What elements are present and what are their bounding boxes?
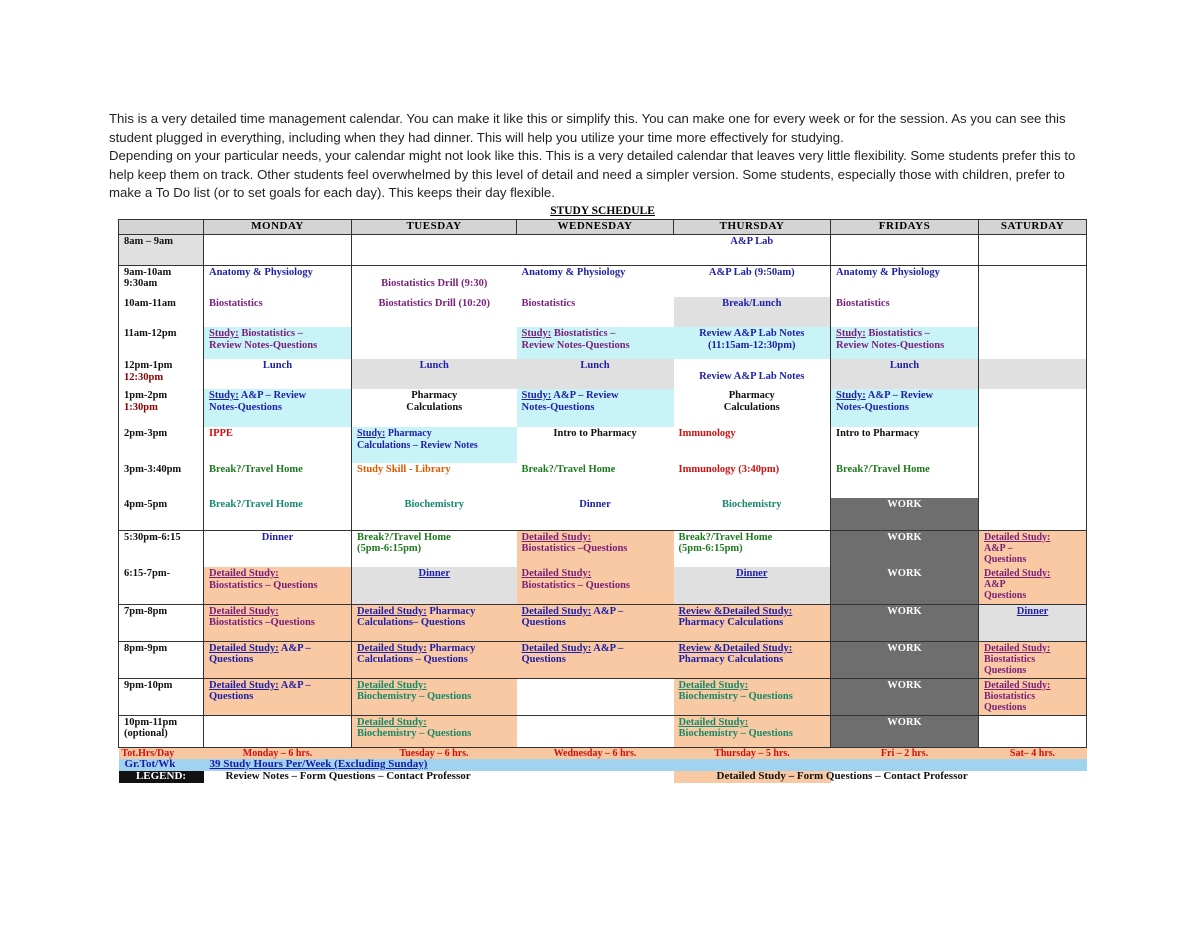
cell-tue-4: Biochemistry: [352, 498, 517, 530]
header-thursday: THURSDAY: [674, 219, 831, 234]
intro-paragraph-1: This is a very detailed time management calendar. You can make it like this or simplify this. You can make one for every week or for the session. As you can see this student plugged in everything, including when they had dinner. This will help you utilize your time more effectively for studying.: [109, 111, 1066, 145]
cell-fri-10: Biostatistics: [831, 297, 979, 327]
legend-detailed: Detailed Study – Form Questions – Contact Professor: [716, 770, 968, 782]
cell-sat-3: [979, 463, 1087, 498]
header-fridays: FRIDAYS: [831, 219, 979, 234]
time-slot: 1pm-2pm 1:30pm: [119, 389, 204, 427]
time-slot: 6:15-7pm-: [119, 567, 204, 604]
cell-wed-4: Dinner: [517, 498, 674, 530]
cell-thu-10pm: Detailed Study: Biochemistry – Questions: [674, 715, 831, 747]
cell-sat-530: Detailed Study: A&P – Questions: [979, 530, 1087, 567]
header-wednesday: WEDNESDAY: [517, 219, 674, 234]
grand-total-label: Gr.Tot/Wk: [119, 759, 204, 771]
cell-sat-9: [979, 265, 1087, 297]
cell-sat-12: [979, 359, 1087, 389]
total-tuesday: Tuesday – 6 hrs.: [352, 747, 517, 759]
cell-wed-10: Biostatistics: [521, 298, 576, 309]
cell-tue-10pm: Detailed Study: Biochemistry – Questions: [352, 715, 517, 747]
cell-mon-10: Biostatistics: [204, 297, 352, 327]
cell-wed-7: Detailed Study: A&P – Questions: [517, 604, 674, 641]
cell-tue-wed-8: [352, 234, 674, 265]
cell-mon-12: Lunch: [204, 359, 352, 389]
cell-wed-9: Anatomy & Physiology: [521, 266, 626, 278]
totals-label: Tot.Hrs/Day: [119, 747, 204, 759]
cell-mon-8pm: Detailed Study: A&P – Questions: [204, 641, 352, 678]
cell-fri-12: Lunch: [831, 359, 979, 389]
cell-thu-10: Break/Lunch: [674, 297, 831, 327]
cell-thu-8: A&P Lab: [674, 234, 831, 265]
cell-tue-12: Lunch: [352, 359, 517, 389]
time-slot: 8am – 9am: [119, 234, 204, 265]
cell-thu-4: Biochemistry: [674, 498, 831, 530]
cell-wed-11: Study: Biostatistics – Review Notes-Questions: [517, 327, 674, 359]
cell-sat-1: [979, 389, 1087, 427]
time-slot: 8pm-9pm: [119, 641, 204, 678]
cell-fri-530: WORK: [831, 530, 979, 567]
cell-fri-8: [831, 234, 979, 265]
time-slot: 3pm-3:40pm: [119, 463, 204, 498]
cell-mon-11: Study: Biostatistics – Review Notes-Questions: [204, 327, 352, 359]
cell-wed-8pm: Detailed Study: A&P – Questions: [517, 641, 674, 678]
cell-thu-3: Immunology (3:40pm): [678, 464, 780, 475]
cell-tue-10: Biostatistics Drill (10:20): [352, 297, 517, 327]
cell-sat-615: Detailed Study: A&P Questions: [979, 567, 1087, 604]
cell-tue-1: Pharmacy Calculations: [352, 389, 517, 427]
cell-fri-1: Study: A&P – Review Notes-Questions: [831, 389, 979, 427]
cell-wed-10pm: [517, 715, 674, 747]
study-schedule-table: [118, 205, 1087, 783]
legend-label: LEGEND:: [119, 771, 204, 783]
cell-sat-4: [979, 498, 1087, 530]
cell-thu-7: Review &Detailed Study: Pharmacy Calculations: [674, 604, 831, 641]
time-slot: 7pm-8pm: [119, 604, 204, 641]
time-slot: 4pm-5pm: [119, 498, 204, 530]
cell-sat-8pm: Detailed Study: Biostatistics Questions: [979, 641, 1087, 678]
cell-thu-1: Pharmacy Calculations: [723, 390, 780, 413]
cell-mon-9: Anatomy & Physiology: [204, 265, 352, 297]
cell-wed-615: Detailed Study: Biostatistics – Questions: [517, 567, 674, 604]
cell-thu-2: Immunology: [678, 428, 736, 439]
header-saturday: SATURDAY: [979, 219, 1087, 234]
cell-mon-10pm: [204, 715, 352, 747]
cell-mon-3: Break?/Travel Home: [204, 463, 352, 498]
cell-sat-10pm: [979, 715, 1087, 747]
time-slot: 9am-10am 9:30am: [119, 265, 204, 297]
intro-text: [109, 110, 1099, 203]
cell-mon-4: Break?/Travel Home: [204, 498, 352, 530]
cell-thu-615: Dinner: [674, 567, 831, 604]
cell-tue-9pm: Detailed Study: Biochemistry – Questions: [352, 678, 517, 715]
cell-wed-2: Intro to Pharmacy: [553, 428, 637, 439]
cell-mon-2: IPPE: [204, 427, 352, 463]
cell-fri-8pm: WORK: [831, 641, 979, 678]
cell-sat-11: [979, 327, 1087, 359]
time-slot: 9pm-10pm: [119, 678, 204, 715]
cell-wed-3: Break?/Travel Home: [521, 464, 616, 475]
intro-paragraph-2: Depending on your particular needs, your calendar might not look like this. This is a very detailed calendar that leaves very little flexibility. Some students prefer this to help keep them on track. Other students feel overwhelmed by this level of detail and need a simpler version. Some students, especially those with children, prefer to make a To Do list (or to set goals for each day). This keeps their day flexible.: [109, 148, 1076, 201]
cell-tue-9: Biostatistics Drill (9:30): [352, 265, 517, 297]
legend-review: Review Notes – Form Questions – Contact Professor: [225, 771, 471, 782]
schedule-title: STUDY SCHEDULE: [550, 205, 655, 217]
cell-sat-7: Dinner: [979, 604, 1087, 641]
cell-sat-10: [979, 297, 1087, 327]
grand-total-value: 39 Study Hours Per/Week (Excluding Sunday): [204, 759, 1087, 771]
cell-mon-530: Dinner: [204, 530, 352, 567]
time-slot: 12pm-1pm 12:30pm: [119, 359, 204, 389]
total-friday: Fri – 2 hrs.: [831, 747, 979, 759]
header-corner: [119, 219, 204, 234]
total-wednesday: Wednesday – 6 hrs.: [517, 747, 674, 759]
cell-thu-9: A&P Lab (9:50am): [708, 266, 795, 278]
cell-sat-8: [979, 234, 1087, 265]
total-monday: Monday – 6 hrs.: [204, 747, 352, 759]
cell-sat-9pm: Detailed Study: Biostatistics Questions: [979, 678, 1087, 715]
cell-tue-3: Study Skill - Library: [352, 463, 517, 498]
cell-fri-9pm: WORK: [831, 678, 979, 715]
cell-mon-1: Study: A&P – Review Notes-Questions: [204, 389, 352, 427]
cell-sat-2: [979, 427, 1087, 463]
cell-tue-8pm: Detailed Study: Pharmacy Calculations – Questions: [352, 641, 517, 678]
cell-tue-530: Break?/Travel Home (5pm-6:15pm): [352, 530, 517, 567]
cell-wed-12: Lunch: [517, 359, 674, 389]
time-slot: 10am-11am: [119, 297, 204, 327]
time-slot: 11am-12pm: [119, 327, 204, 359]
cell-fri-4: WORK: [831, 498, 979, 530]
total-thursday: Thursday – 5 hrs.: [674, 747, 831, 759]
cell-tue-11: [352, 327, 517, 359]
cell-fri-9: Anatomy & Physiology: [831, 265, 979, 297]
cell-mon-9pm: Detailed Study: A&P – Questions: [204, 678, 352, 715]
cell-thu-8pm: Review &Detailed Study: Pharmacy Calculations: [674, 641, 831, 678]
cell-thu-11: Review A&P Lab Notes (11:15am-12:30pm): [674, 327, 831, 359]
cell-fri-11: Study: Biostatistics – Review Notes-Questions: [831, 327, 979, 359]
cell-wed-1: Study: A&P – Review Notes-Questions: [517, 389, 674, 427]
cell-tue-7: Detailed Study: Pharmacy Calculations– Questions: [352, 604, 517, 641]
cell-mon-8: [204, 234, 352, 265]
cell-wed-530: Detailed Study: Biostatistics –Questions: [517, 530, 674, 567]
cell-mon-7: Detailed Study: Biostatistics –Questions: [204, 604, 352, 641]
time-slot: 2pm-3pm: [119, 427, 204, 463]
cell-fri-2: Intro to Pharmacy: [831, 427, 979, 463]
header-monday: MONDAY: [204, 219, 352, 234]
cell-tue-615: Dinner: [352, 567, 517, 604]
time-slot: 10pm-11pm (optional): [119, 715, 204, 747]
cell-thu-530: Break?/Travel Home (5pm-6:15pm): [678, 531, 773, 554]
cell-fri-10pm: WORK: [831, 715, 979, 747]
time-slot: 5:30pm-6:15: [119, 530, 204, 567]
cell-fri-7: WORK: [831, 604, 979, 641]
cell-fri-615: WORK: [831, 567, 979, 604]
cell-mon-615: Detailed Study: Biostatistics – Questions: [204, 567, 352, 604]
total-saturday: Sat– 4 hrs.: [979, 747, 1087, 759]
cell-tue-2: Study: Pharmacy Calculations – Review Notes: [352, 427, 517, 463]
cell-thu-12: Review A&P Lab Notes: [699, 371, 805, 382]
cell-wed-9pm: [517, 678, 674, 715]
header-tuesday: TUESDAY: [352, 219, 517, 234]
cell-thu-9pm: Detailed Study: Biochemistry – Questions: [674, 678, 831, 715]
cell-fri-3: Break?/Travel Home: [831, 463, 979, 498]
